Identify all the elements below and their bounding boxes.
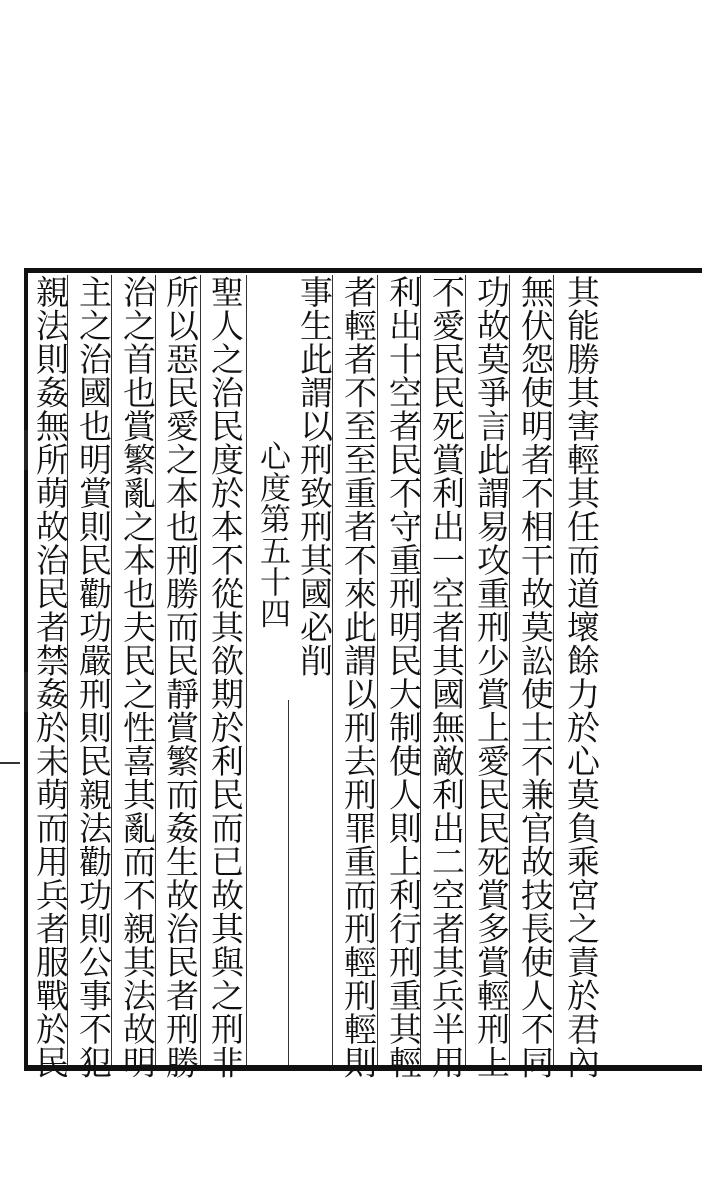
column-rule [288,700,289,1065]
text-column-1: 其能勝其害輕其任而道壞餘力於心莫負乘宮之責於君內 [562,275,601,1079]
text-column-6: 者輕者不至至重者不來此謂以刑去刑罪重而刑輕刑輕則 [339,275,378,1079]
text-column-9: 聖人之治民度於本不從其欲期於利民而已故其與之刑非 [206,275,245,1079]
text-column-4: 不愛民民死賞利出一空者其國無敵利出二空者其兵半用 [427,275,466,1079]
text-column-10: 所以惡民愛之本也刑勝而民靜賞繁而姦生故治民者刑勝 [161,275,200,1079]
text-column-13: 親法則姦無所萌故治民者禁姦於未萌而用兵者服戰於民 [31,275,70,1079]
text-column-5: 利出十空者民不守重刑明民大制使人則上利行刑重其輕 [384,275,423,1079]
frame-top-border [24,268,702,273]
text-column-2: 無伏怨使明者不相干故莫訟使士不兼官故技長使人不同 [516,275,555,1079]
frame-left-border [24,268,28,1071]
binding-mark-top [0,430,28,470]
binding-mark-small [0,748,20,764]
column-rule [200,275,201,1065]
text-column-11: 治之首也賞繁亂之本也夫民之性喜其亂而不親其法故明 [118,275,157,1079]
text-column-3: 功故莫爭言此謂易攻重刑少賞上愛民民死賞多賞輕刑上 [472,275,511,1079]
column-rule [246,275,247,1065]
binding-mark-middle [0,672,28,712]
chapter-heading: 心度第五十四 [254,440,290,629]
text-column-12: 主之治國也明賞則民勸功嚴刑則民親法勸功則公事不犯 [74,275,113,1079]
text-column-7: 事生此謂以刑致刑其國必削 [295,275,334,677]
